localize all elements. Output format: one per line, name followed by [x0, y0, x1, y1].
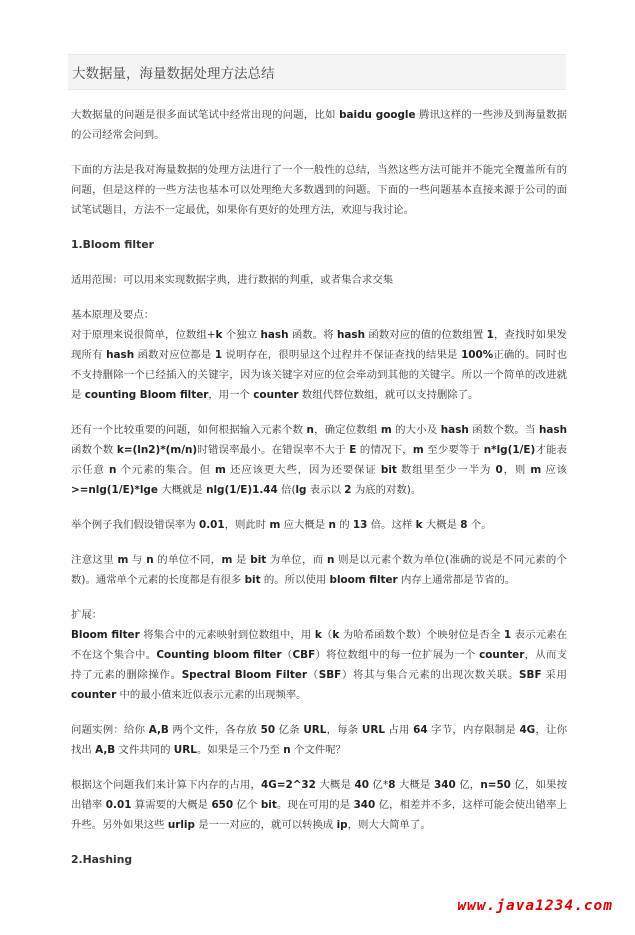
extension-label: 扩展：: [71, 609, 103, 621]
principle-label: 基本原理及要点：: [71, 309, 155, 321]
article-title-bar: [68, 54, 566, 90]
section-heading-bloom-filter: 1.Bloom filter: [71, 238, 154, 251]
example-paragraph: 举个例子我们假设错误率为 0.01，则此时 m 应大概是 n 的 13 倍。这样 k 大概是 8 个。: [71, 519, 492, 531]
principle-paragraph: 对于原理来说很简单，位数组+k 个独立 hash 函数。将 hash 函数对应的值的位数组置 1，查找时如果发现所有 hash 函数对应位都是 1 说明存在，很明显这个过程并不保证查找的结果是 100%正确的。同时也不支持删除一个已经插入的关键字，因为该关键字对应的位会牵动到其他的关键字。所以一个简单的改进就是 counting Bloom filter，用一个 counter 数组代替位数组，就可以支持删除了。: [71, 329, 568, 401]
section-heading-hashing: 2.Hashing: [71, 853, 133, 866]
site-watermark: www.java1234.com: [457, 898, 613, 914]
intro-paragraph: 大数据量的问题是很多面试笔试中经常出现的问题，比如 baidu google 腾讯这样的一些涉及到海量数据的公司经常会问到。: [71, 109, 567, 141]
memory-calc-paragraph: 根据这个问题我们来计算下内存的占用，4G=2^32 大概是 40 亿*8 大概是 340 亿，n=50 亿，如果按出错率 0.01 算需要的大概是 650 亿个 bit。现在可用的是 340 亿，相差并不多，这样可能会使出错率上升些。另外如果这些 urlip 是一一对应的，就可以转换成 ip，则大大简单了。: [71, 779, 568, 831]
problem-paragraph: 问题实例：给你 A,B 两个文件，各存放 50 亿条 URL，每条 URL 占用 64 字节，内存限制是 4G，让你找出 A,B 文件共同的 URL。如果是三个乃至 n 个文件呢？: [71, 724, 568, 756]
parameter-paragraph: 还有一个比较重要的问题，如何根据输入元素个数 n，确定位数组 m 的大小及 hash 函数个数。当 hash 函数个数 k=(ln2)*(m/n)时错误率最小。在错误率不大于 E 的情况下，m 至少要等于 n*lg(1/E)才能表示任意 n 个元素的集合。但 m 还应该更大些，因为还要保证 bit 数组里至少一半为 0，则 m 应该>=nlg(1/E)*lge 大概就是 nlg(1/E)1.44 倍(lg 表示以 2 为底的对数)。: [71, 424, 568, 496]
article-body: [71, 105, 567, 870]
article-title: 大数据量，海量数据处理方法总结: [72, 66, 275, 82]
summary-paragraph: 下面的方法是我对海量数据的处理方法进行了一个一般性的总结，当然这些方法可能并不能完全覆盖所有的问题，但是这样的一些方法也基本可以处理绝大多数遇到的问题。下面的一些问题基本直接来源于公司的面试笔试题目，方法不一定最优，如果你有更好的处理方法，欢迎与我讨论。: [71, 164, 567, 216]
units-note-paragraph: 注意这里 m 与 n 的单位不同，m 是 bit 为单位，而 n 则是以元素个数为单位(准确的说是不同元素的个数)。通常单个元素的长度都是有很多 bit 的。所以使用 bloom filter 内存上通常都是节省的。: [71, 554, 567, 586]
extension-paragraph: Bloom filter 将集合中的元素映射到位数组中，用 k（k 为哈希函数个数）个映射位是否全 1 表示元素在不在这个集合中。Counting bloom filter（CBF）将位数组中的每一位扩展为一个 counter，从而支持了元素的删除操作。Spectral Bloom Filter（SBF）将其与集合元素的出现次数关联。SBF 采用 counter 中的最小值来近似表示元素的出现频率。: [71, 629, 568, 701]
scope-paragraph: 适用范围：可以用来实现数据字典，进行数据的判重，或者集合求交集: [71, 274, 394, 286]
